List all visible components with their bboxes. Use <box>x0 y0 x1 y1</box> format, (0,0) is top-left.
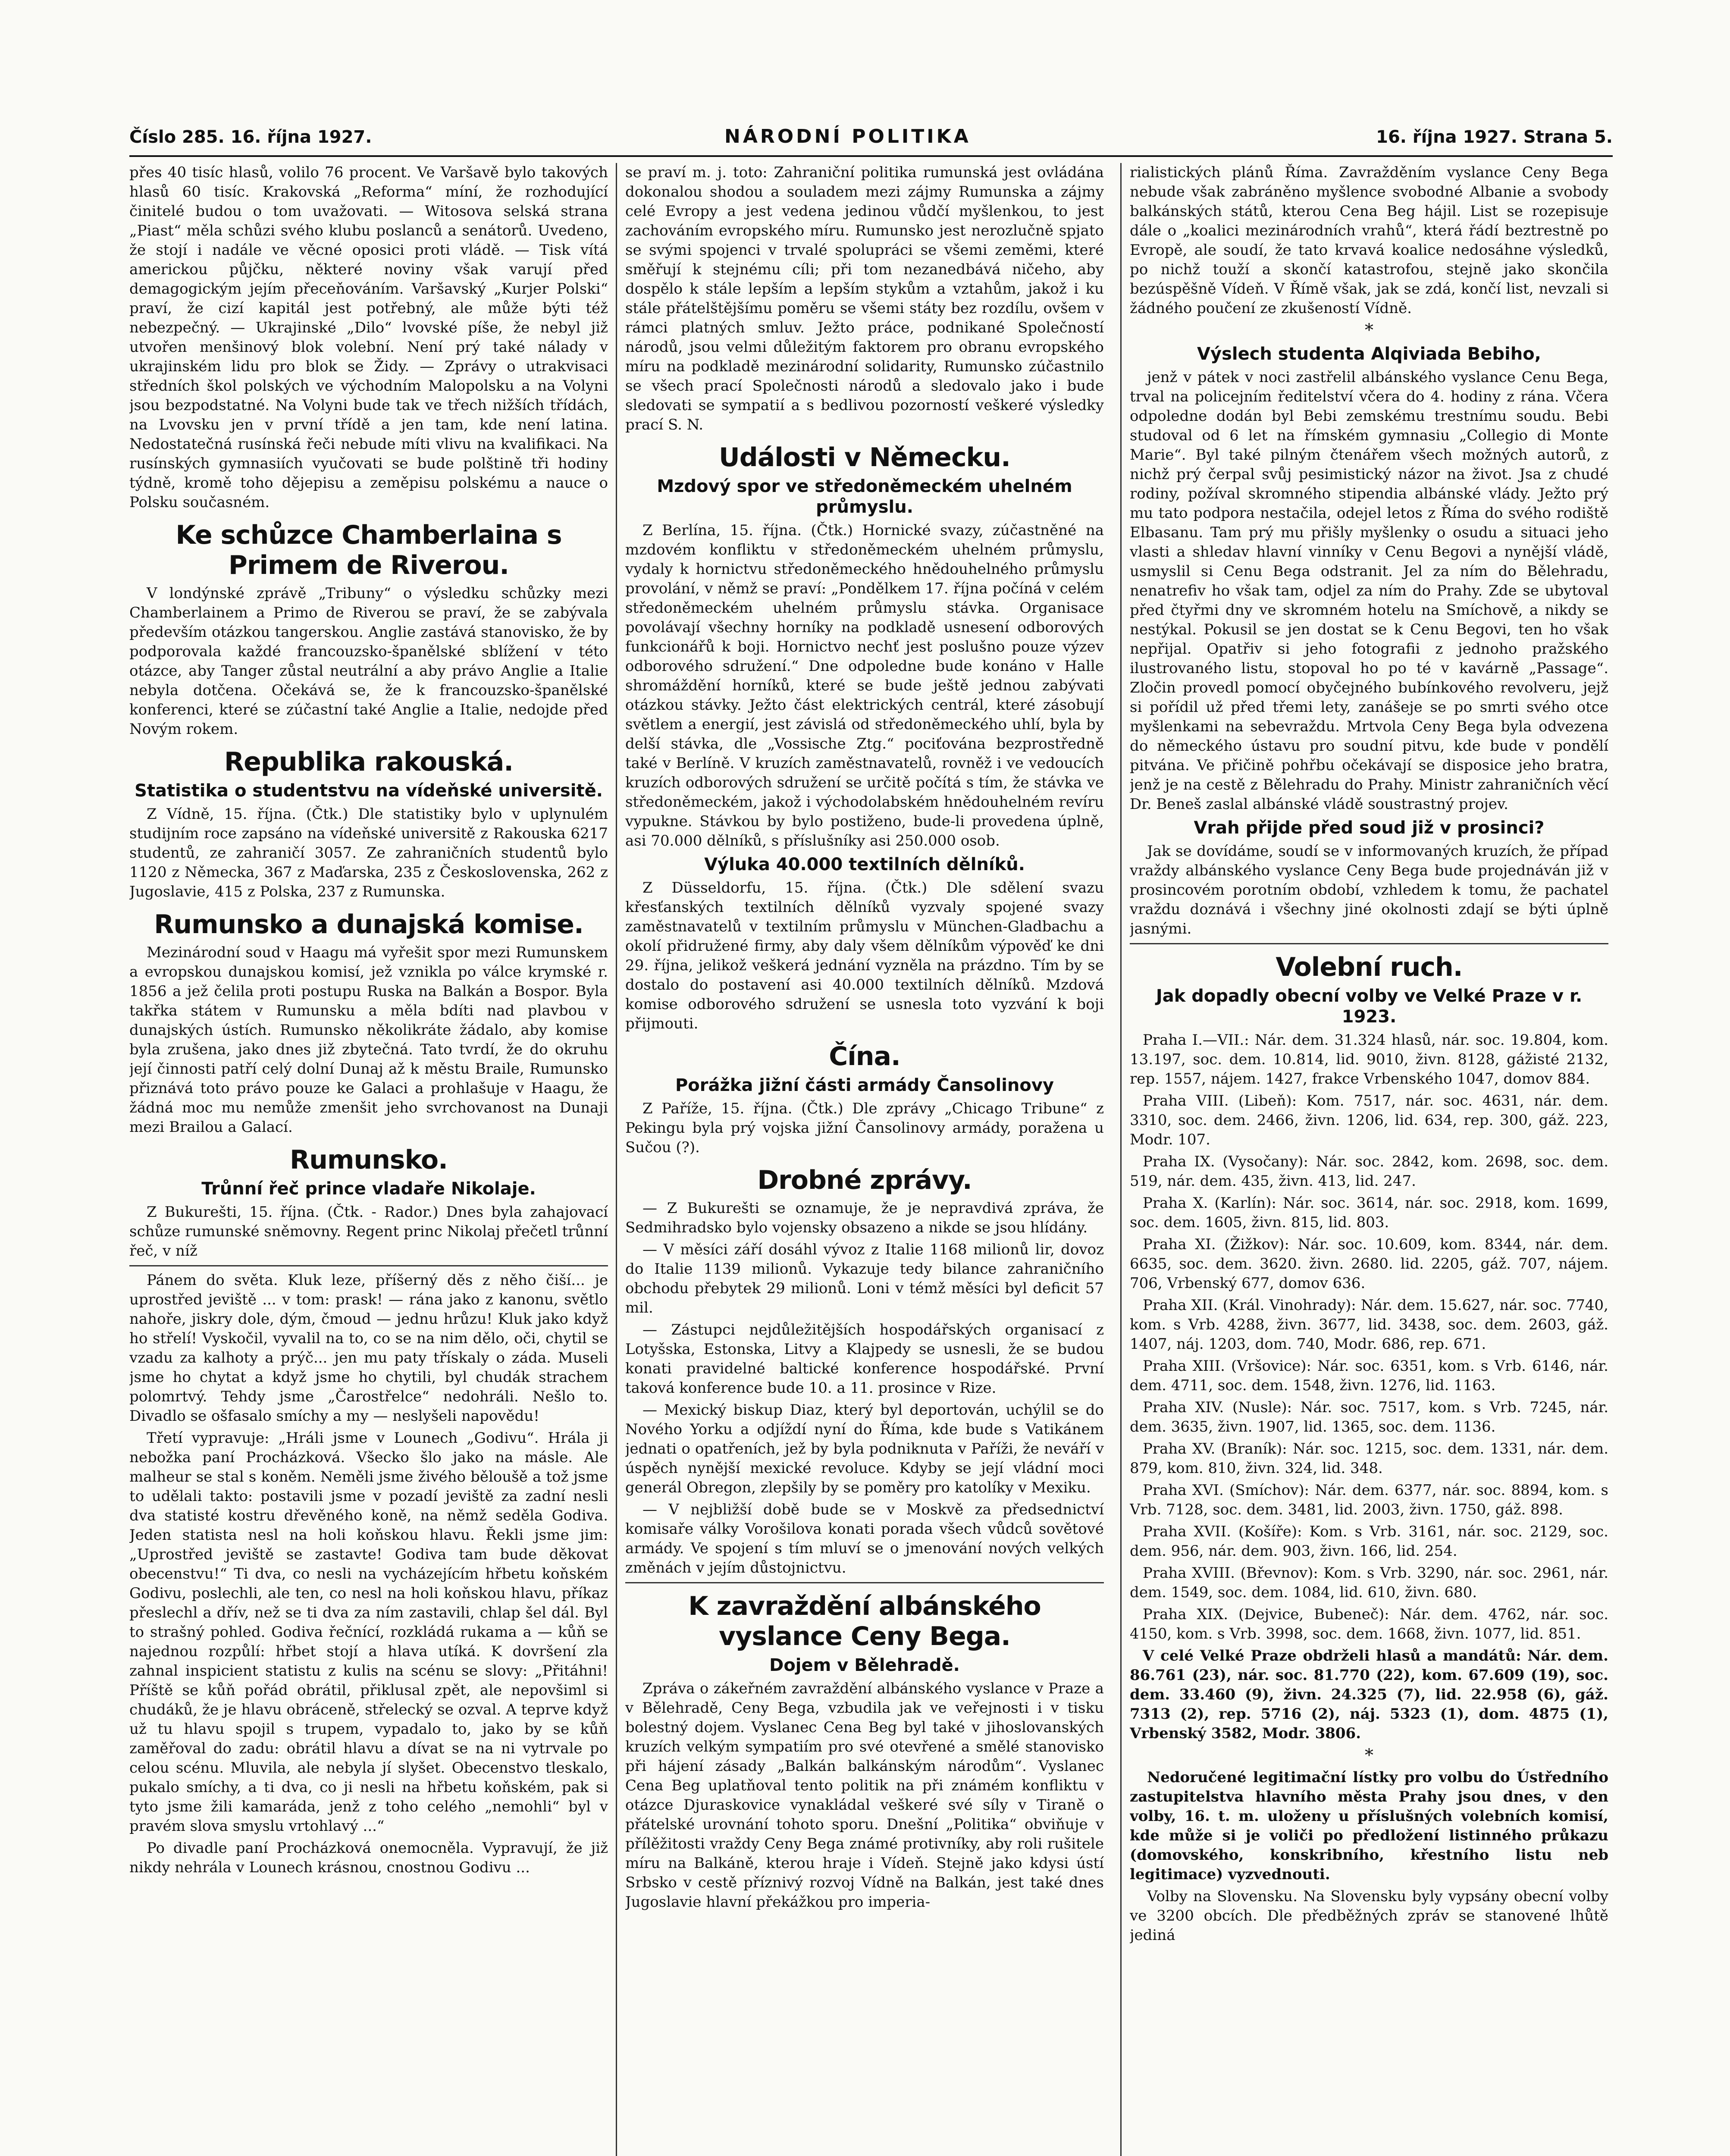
news-brief: — Mexický biskup Diaz, který byl deportován, uchýlil se do Nového Yorku a odjíždí nyní do Říma, kde bude s Vatikánem jednati o opatřeních, jež by byla podniknuta v Paříži, že neváří v úspěch nynější mexické revoluce. Kdyby se její vládní moci generál Obregon, zlepšily by se poměry pro katolíky v Mexiku. <box>625 1401 1104 1496</box>
section-divider <box>625 1582 1104 1583</box>
headline: Republika rakouská. <box>224 747 514 777</box>
total-result: V celé Velké Praze obdrželi hlasů a mandátů: Nár. dem. 86.761 (23), nár. soc. 81.770 (22), kom. 67.609 (19), soc. dem. 33.460 (9), živn. 24.325 (7), lid. 22.958 (6), gáž. 7313 (2), rep. 5716 (2), náj. 5323 (1), dom. 4875 (1), Vrbenský 3582, Modr. 3806. <box>1130 1647 1608 1742</box>
district-result: Praha XVII. (Košíře): Kom. s Vrb. 3161, nár. soc. 2129, soc. dem. 956, nár. dem. 903, živn. 166, lid. 254. <box>1130 1523 1608 1560</box>
headline: Ke schůzce Chamberlaina s Primem de Riverou. <box>176 520 562 580</box>
news-brief: — V nejbližší době bude se v Moskvě za předsednictví komisaře války Vorošilova konati porada všech vůdců sovětové armády. Ve spojení s tím mluví se o jmenování nových velkých změnách v jejím důstojnictvu. <box>625 1501 1104 1576</box>
news-brief: — Zástupci nejdůležitějších hospodářských organisací z Lotyšska, Estonska, Litvy a Klajpedy se usnesli, že se budou konati pravidelné baltické konference hospodářské. První taková konference bude 10. a 11. prosince v Rize. <box>625 1321 1104 1397</box>
article-text: přes 40 tisíc hlasů, volilo 76 procent. Ve Varšavě bylo takových hlasů 60 tisíc. Krakovská „Reforma“ míní, že rozhodující činitelé budou o tom uvažovati. — Witosova selská strana „Piast“ měla schůzi svého klubu poslanců a senátorů. Uvedeno, že stojí i nadále ve věcné oposici proti vládě. — Tisk vítá americkou půjčku, některé noviny však varují před demagogickým jejím přeceňováním. Varšavský „Kurjer Polski“ praví, že cizí kapitál jest potřebný, ale může býti též nebezpečný. — Ukrajinské „Dilo“ lvovské píše, že nebyl již utvořen menšinový blok volební. Není prý také nálady v ukrajinském lidu pro blok se Židy. — Zprávy o utrakvisaci středních škol polských ve východním Malopolsku a na Volyni jsou bezpodstatné. Na Volyni bude tak ve třech nižších třídách, na Lvovsku jen v první třídě a jen tam, kde není latina. Nedostatečná rusínská řeči nebude míti vlivu na kvalifikaci. Na rusínských gymnasiích vyučovati se bude polštině tři hodiny týdně, kromě toho dějepisu a zeměpisu polskému a nauce o Polsku současném. <box>129 164 608 511</box>
feuilleton-text: Po divadle paní Procházková onemocněla. Vypravují, že již nikdy nehrála v Lounech krásnou, cnostnou Godivu ... <box>129 1839 608 1876</box>
district-result: Praha XIX. (Dejvice, Bubeneč): Nár. dem. 4762, nár. soc. 4150, kom. s Vrb. 3998, soc. dem. 1668, živn. 1077, lid. 851. <box>1130 1606 1608 1642</box>
headline: K zavraždění albánského vyslance Ceny Bega. <box>688 1591 1041 1651</box>
subheadline: Vrah přijde před soud již v prosinci? <box>1194 818 1545 838</box>
headline: Volební ruch. <box>1276 952 1463 982</box>
article-text: rialistických plánů Říma. Zavražděním vyslance Ceny Bega nebude však zabráněno myšlence svobodné Albanie a svobody balkánských států, kterou Cena Beg hájil. List se rozepisuje dále o „koalici mezinárodních vrahů“, která řádí beztrestně po Evropě, ale soudí, že tato krvavá koalice nedosáhne výsledků, po nichž touží a skončí katastrofou, stejně jako skončila bezúspěšně Vídeň. V Římě však, jak se zdá, končí list, nevzali si žádného poučení ze zkušeností Vídně. <box>1130 164 1608 317</box>
subheadline: Statistika o studentstvu na vídeňské universitě. <box>135 781 603 801</box>
issue-number-date: Číslo 285. 16. října 1927. <box>129 127 372 147</box>
article-text: Jak se dovídáme, soudí se v informovaných kruzích, že případ vraždy albánského vyslance Ceny Bega bude projednáván již v prosincovém porotním období, vzhledem k tomu, že pachatel vraždu doznává i všechny jiné okolnosti zdají se býti úplně jasnými. <box>1130 843 1608 937</box>
district-result: Praha VIII. (Libeň): Kom. 7517, nár. soc. 4631, nár. dem. 3310, soc. dem. 2466, živn. 1206, lid. 634, rep. 300, gáž. 223, Modr. 107. <box>1130 1092 1608 1148</box>
article-text: Volby na Slovensku. Na Slovensku byly vypsány obecní volby ve 3200 obcích. Dle předběžných zpráv se stanovené lhůtě jediná <box>1130 1888 1608 1944</box>
page-date-number: 16. října 1927. Strana 5. <box>1376 127 1613 147</box>
article-text: Z Vídně, 15. října. (Čtk.) Dle statistiky bylo v uplynulém studijním roce zapsáno na vídeňské universitě z Rakouska 6217 studentů, ze zahraničí 3057. Ze zahraničních studentů bylo 1120 z Německa, 367 z Maďarska, 235 z Československa, 262 z Jugoslavie, 415 z Polska, 237 z Rumunska. <box>129 805 608 900</box>
article-text: Mezinárodní soud v Haagu má vyřešit spor mezi Rumunskem a evropskou dunajskou komisí, jež vznikla po válce krymské r. 1856 a jež čelila proti postupu Ruska na Balkán a Bospor. Byla takřka státem v Rumunsku a měla bdíti nad plavbou v dunajských ústích. Rumunsko několikráte žádalo, aby komise byla zrušena, jako dnes již zbytečná. Tato tvrdí, že do okruhu její činnosti patří celý dolní Dunaj až k městu Braile, Rumunsko přiznává toto právo pouze ke Galaci a prohlašuje v Haagu, že žádná moc mu nemůže zmenšit jeho svrchovanost na Dunaji mezi Brailou a Galací. <box>129 944 608 1136</box>
district-result: Praha X. (Karlín): Nár. soc. 3614, nár. soc. 2918, kom. 1699, soc. dem. 1605, živn. 815, lid. 803. <box>1130 1194 1608 1231</box>
article-text: V londýnské zprávě „Tribuny“ o výsledku schůzky mezi Chamberlainem a Primo de Riverou se praví, že se zabývala především otázkou tangerskou. Anglie zastává stanovisko, že by podporovala každé francouzsko-španělské sblížení v této otázce, aby Tanger zůstal neutrální a aby právo Anglie a Italie nebyla dotčena. Očekává se, že k francouzsko-španělské konferenci, které se zúčastní také Anglie a Italie, nedojde před Novým rokem. <box>129 585 608 738</box>
subheadline: Mzdový spor ve středoněmeckém uhelném průmyslu. <box>657 476 1072 517</box>
district-result: Praha XIII. (Vršovice): Nár. soc. 6351, kom. s Vrb. 6146, nár. dem. 4711, soc. dem. 1548, živn. 1276, lid. 1163. <box>1130 1357 1608 1394</box>
district-result: Praha I.—VII.: Nár. dem. 31.324 hlasů, nár. soc. 19.804, kom. 13.197, soc. dem. 10.814, lid. 9010, živn. 8128, gážisté 2132, rep. 1557, nájem. 1427, frakce Vrbenského 1047, domov 884. <box>1130 1031 1608 1087</box>
section-star: * <box>1365 1745 1373 1765</box>
headline: Rumunsko a dunajská komise. <box>154 909 583 940</box>
district-result: Praha IX. (Vysočany): Nár. soc. 2842, kom. 2698, soc. dem. 519, nár. dem. 435, živn. 413, lid. 247. <box>1130 1153 1608 1190</box>
article-text: Z Berlína, 15. října. (Čtk.) Hornické svazy, zúčastněné na mzdovém konfliktu v středoněmeckém uhelném průmyslu, vydaly k hornictvu středoněmeckého hnědouhelného průmyslu provolání, v němž se praví: „Pondělkem 17. října počíná v celém středoněmeckém uhelném průmyslu stávka. Organisace povolávají všechny horníky na podkladě usnesení odborových funkcionářů k boji. Hornictvo nechť jest poslušno pouze výzev odborového sdružení.“ Dne odpoledne bude konáno v Halle shromáždění horníků, které se bude ještě jednou zabývati otázkou stávky. Ježto část elektrických centrál, které zásobují světlem a energií, jest závislá od středoněmeckého uhlí, byla by delší stávka, dle „Vossische Ztg.“ pociťována bezprostředně také v Berlíně. V kruzích zaměstnavatelů, rovněž i ve vedoucích kruzích odborových sdružení se určitě počítá s tím, že stávka ve středoněmeckém, jakož i východolabském hnědouhelném revíru vypukne. Stávkou by bylo postiženo, bude-li provedena úplně, asi 70.000 dělníků, s příslušníky asi 250.000 osob. <box>625 522 1104 849</box>
masthead <box>129 123 1613 155</box>
article-text: Z Paříže, 15. října. (Čtk.) Dle zprávy „Chicago Tribune“ z Pekingu byla prý vojska jižní Čansolinovy armády, poražena u Sučou (?). <box>625 1100 1104 1156</box>
subheadline: Porážka jižní části armády Čansolinovy <box>675 1075 1054 1095</box>
article-text: se praví m. j. toto: Zahraniční politika rumunská jest ovládána dokonalou shodou a souladem mezi zájmy Rumunska a zájmy celé Evropy a jest vedena jedinou vůdčí myšlenkou, to jest zachováním evropského míru. Rumunsko jest nerozlučně spjato se svými spojenci v trvalé spolupráci se všemi zeměmi, které směřují k stejnému cíli; při tom nezanedbává ničeho, aby dospělo k stále lepším a lepším stykům a vztahům, jakož i ku stále přátelštějšímu poměru se všemi státy bez rozdílu, ovšem v rámci platných smluv. Ježto práce, podnikané Společností národů, jsou velmi důležitým faktorem pro obranu evropského míru na podkladě mezinárodní solidarity, Rumunsko zúčastnilo se všech prací Společnosti národů a sledovalo jako i bude sledovati se sympatií a s bedlivou pozorností veškeré výsledky prací S. N. <box>625 164 1104 433</box>
news-brief: — V měsíci září dosáhl vývoz z Italie 1168 milionů lir, dovoz do Italie 1139 milionů. Vykazuje tedy bilance zahraničního obchodu přebytek 29 milionů. Loni v témž měsíci byl deficit 57 mil. <box>625 1241 1104 1316</box>
district-result: Praha XI. (Žižkov): Nár. soc. 10.609, kom. 8344, nár. dem. 6635, soc. dem. 3620. živn. 2680. lid. 2205, gáž. 707, nájem. 706, Vrbenský 677, domov 636. <box>1130 1236 1608 1292</box>
subheadline: Výluka 40.000 textilních dělníků. <box>704 855 1025 874</box>
feuilleton-divider <box>129 1265 608 1266</box>
subheadline: Trůnní řeč prince vladaře Nikolaje. <box>201 1179 536 1199</box>
section-divider <box>1130 943 1608 944</box>
column-3 <box>1130 163 1608 2156</box>
column-divider <box>616 163 617 2156</box>
column-divider <box>1120 163 1122 2156</box>
article-text: Z Bukurešti, 15. října. (Čtk. - Rador.) Dnes byla zahajovací schůze rumunské sněmovny. Regent princ Nikolaj přečetl trůnní řeč, v níž <box>129 1203 608 1260</box>
feuilleton-text: Třetí vypravuje: „Hráli jsme v Lounech „Godivu“. Hrála ji nebožka paní Procházková. Všecko šlo jako na másle. Ale malheur se stal s koněm. Neměli jsme živého běloušě a tož jsme to udělali takto: postavili jsme v pozadí jeviště za zadní nesli dva statisté kostru dřevěného koně, na němž seděla Godiva. Jeden statista nesl na holi koňskou hlavu. Řekli jsme jim: „Uprostřed jeviště se zastavte! Godiva tam bude děkovat obecenstvu!“ Ti dva, co nesli na vycházejícím hřbetu koňském Godivu, poslechli, ale ten, co nesl na holi koňskou hlavu, příkaz přeslechl a dřív, než se ti dva za ním zastavili, chlap šel dál. Byl to strašný pohled. Godiva řečnící, rozkládá rukama a — kůň se najednou rozpůlí: hřbet stojí a hlava utíká. K dovršení zla zahnal inspicient statistu z kulis na scénu se slovy: „Přitáhni! Příště se kůň pořád obrátil, přiklusal zpět, ale nepovšiml si chudáků, že je hlavu obráceně, střelecký se ozval. A teprve když už tu hlavu spojil s trupem, vypadalo to, jako by se kůň zaměřoval do zadu: obrátil hlavu a dívat se na ni vytrvale po celou scénu. Mluvila, ale nebyla jí slyšet. Obecenstvo tleskalo, pukalo smíchy, a ti dva, co ji nesli na hřbetu koňském, pak si tyto jsme žili kamaráda, jenž z toho celého „nemohli“ byl v pravém slova smyslu vrtohlavý ...“ <box>129 1429 608 1835</box>
feuilleton-text: Pánem do světa. Kluk leze, příšerný děs z něho čiší... je uprostřed jeviště ... v tom: prask! — rána jako z kanonu, světlo nahoře, jiskry dole, dým, čmoud — jednu hrůzu! Kluk jako když ho střelí! Vyskočil, vyvalil na to, co se na nim dělo, oči, chytil se vzadu za kalhoty a prýč... jen mu paty třískaly o záda. Museli jsme ho chytat a když jsme ho chytili, byl chudák strachem polomrtvý. Tehdy jsme „Čarostřelce“ nedohráli. Nešlo to. Divadlo se ošfasalo smíchy a my — neslyšeli napovědu! <box>129 1272 608 1425</box>
news-brief: — Z Bukurešti se oznamuje, že je nepravdivá zpráva, že Sedmihradsko bylo vojensky obsazeno a nikde se jsou hlídány. <box>625 1200 1104 1236</box>
district-result: Praha XII. (Král. Vinohrady): Nár. dem. 15.627, nár. soc. 7740, kom. s Vrb. 4288, živn. 3677, lid. 3438, soc. dem. 2603, gáž. 1407, náj. 1203, dom. 740, Modr. 686, rep. 671. <box>1130 1297 1608 1353</box>
article-text: jenž v pátek v noci zastřelil albánského vyslance Cenu Bega, trval na policejním ředitelství včera do 4. hodiny z rána. Včera odpoledne dodán byl Bebi zemskému trestnímu soudu. Bebi studoval od 6 let na římském gymnasiu „Collegio di Monte Marie“. Byl také pilným čtenářem všech možných autorů, z nichž prý čerpal svůj pesimistický názor na život. Jsa z chudé rodiny, požíval skromného stipendia albánské vlády. Ježto prý mu tato podpora nestačila, odejel letos z Říma do svého rodiště Elbasanu. Tam prý mu přišly myšlenky o osudu a situaci jeho vlasti a shledav hlavní vinníky v Cenu Begovi a nynější vládě, usmyslil si Cenu Bega odstranit. Jel za ním do Bělehradu, nenatrefiv ho však tam, odjel za ním do Prahy. Zde se ubytoval před čtyřmi dny ve skromném hotelu na Smíchově, a nikdy se nestýkal. Pokusil se jen dostat se k Cenu Begovi, ten ho však nepřijal. Opatřiv si jeho fotografii z jednoho pražského ilustrovaného listu, stopoval ho po té v kavárně „Passage“. Zločin provedl pomocí obyčejného bubínkového revolveru, jejž si pořídil už před třemi lety, zanášeje se po smrti svého otce myšlenkami na sebevraždu. Mrtvola Ceny Bega byla odvezena do německého ústavu pro soudní pitvu, kde bude v pondělí pitvána. Ve přičině pohřbu očekávají se disposice jeho bratra, jenž je na cestě z Bělehradu do Prahy. Ministr zahraničních věcí Dr. Beneš zaslal albánské vládě soustrastný projev. <box>1130 369 1608 813</box>
subheadline: Jak dopadly obecní volby ve Velké Praze v r. 1923. <box>1156 986 1583 1027</box>
notice-text: Nedoručené legitimační lístky pro volbu do Ústředního zastupitelstva hlavního města Prahy jsou dnes, v den volby, 16. t. m. uloženy u příslušných volebních komisí, kde může si je voliči po předložení listinného průkazu (domovského, konskribního, křestního listu neb legitimace) vyzvednouti. <box>1130 1769 1608 1883</box>
newspaper-title: NÁRODNÍ POLITIKA <box>724 125 971 147</box>
column-1 <box>129 163 608 2156</box>
column-2 <box>625 163 1104 2156</box>
headline: Čína. <box>829 1041 900 1072</box>
article-text: Zpráva o zákeřném zavraždění albánského vyslance v Praze a v Bělehradě, Ceny Bega, vzbudila jak ve veřejnosti i v tisku bolestný dojem. Vyslanec Cena Beg byl také v jihoslovanských kruzích velkým sympatiím pro své otevřené a smělé stanovisko při hájení zásady „Balkán balkánským národům“. Vyslanec Cena Beg uplatňoval tento politik na při známém konfliktu v otázce Djuraskovice vynakládal veškeré své síly v Tiraně o přátelské urovnání tohoto sporu. Dnešní „Politika“ obviňuje v přílěžitosti vraždy Ceny Bega známé protivníky, aby roli rušitele míru na Balkáně, kterou hraje i Vídeň. Stejně jako kdysi ústí Srbsko v cestě příznivý rozvoj Vídně na Balkán, jest také dnes Jugoslavie hlavní překážkou pro imperia- <box>625 1680 1104 1911</box>
district-result: Praha XVI. (Smíchov): Nár. dem. 6377, nár. soc. 8894, kom. s Vrb. 7128, soc. dem. 3481, lid. 2003, živn. 1750, gáž. 898. <box>1130 1482 1608 1518</box>
masthead-rule <box>129 155 1613 157</box>
subheadline: Dojem v Bělehradě. <box>769 1655 960 1675</box>
headline: Události v Německu. <box>719 442 1010 473</box>
section-star: * <box>1365 320 1373 340</box>
headline: Drobné zprávy. <box>757 1165 972 1195</box>
district-result: Praha XVIII. (Břevnov): Kom. s Vrb. 3290, nár. soc. 2961, nár. dem. 1549, soc. dem. 1084, lid. 610, živn. 680. <box>1130 1564 1608 1601</box>
article-text: Z Düsseldorfu, 15. října. (Čtk.) Dle sdělení svazu křesťanských textilních dělníků vyzvaly spojené svazy zaměstnavatelů v textilním průmyslu v München-Gladbachu a okolí přidružené firmy, aby daly všem dělníkům výpověď ke dni 29. října, jelikož veškerá jednání vyzněla na prázdno. Tím by se dostalo do postavení asi 40.000 textilních dělníků. Mzdová komise odborového sdružení se usnesla toto vyzvání k boji přijmouti. <box>625 879 1104 1032</box>
district-result: Praha XIV. (Nusle): Nár. soc. 7517, kom. s Vrb. 7245, nár. dem. 3635, živn. 1907, lid. 1365, soc. dem. 1136. <box>1130 1399 1608 1435</box>
election-results <box>1130 1031 1608 1743</box>
subheadline: Výslech studenta Alqiviada Bebiho, <box>1197 344 1541 364</box>
district-result: Praha XV. (Braník): Nár. soc. 1215, soc. dem. 1331, nár. dem. 879, kom. 810, živn. 324, lid. 348. <box>1130 1440 1608 1477</box>
headline: Rumunsko. <box>290 1145 448 1175</box>
